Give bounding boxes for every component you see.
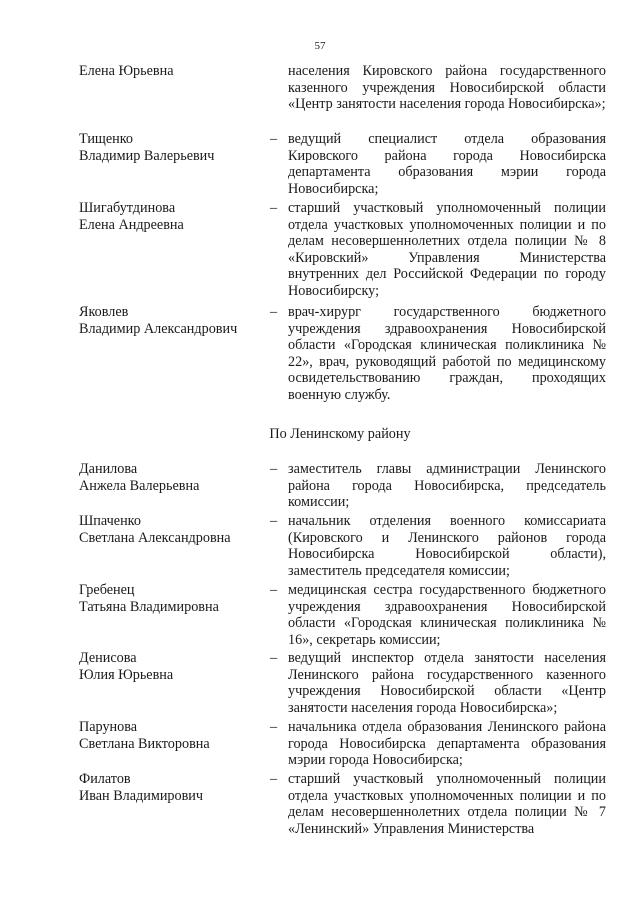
dash-separator: – xyxy=(270,771,278,787)
member-description: медицинская сестра государственного бюджетного учреждения здравоохранения Новосибирской области «Городская клиническая поликлиника № 16», секретарь комиссии; xyxy=(288,582,606,648)
member-name-line1: Яковлев xyxy=(79,304,129,320)
member-name xyxy=(79,200,269,233)
member-name-line1: Гребенец xyxy=(79,582,135,598)
member-description: врач-хирург государственного бюджетного учреждения здравоохранения Новосибирской области «Городская клиническая поликлиника № 22», врач, руководящий работой по медицинскому освидетельствованию граждан, проходящих военную службу. xyxy=(288,304,606,403)
member-name-line1: Елена Юрьевна xyxy=(79,63,174,79)
member-name-line2: Елена Андреевна xyxy=(79,216,184,233)
member-name xyxy=(79,461,269,494)
member-name-line1: Парунова xyxy=(79,719,138,735)
member-description: населения Кировского района государственного казенного учреждения Новосибирской области «Центр занятости населения города Новосибирска»; xyxy=(288,63,606,113)
member-name-line2: Светлана Александровна xyxy=(79,529,231,546)
dash-separator: – xyxy=(270,650,278,666)
dash-separator: – xyxy=(270,461,278,477)
member-name xyxy=(79,650,269,683)
member-description: начальника отдела образования Ленинского района города Новосибирска департамента образования мэрии города Новосибирска; xyxy=(288,719,606,769)
member-name xyxy=(79,304,269,337)
member-name-line2: Татьяна Владимировна xyxy=(79,598,219,615)
member-name xyxy=(79,131,269,164)
member-name xyxy=(79,771,269,804)
member-description: старший участковый уполномоченный полиции отдела участковых уполномоченных полиции и по делам несовершеннолетних отдела полиции № 8 «Кировский» Управления Министерства внутренних дел Российской Федерации по городу Новосибирску; xyxy=(288,200,606,299)
member-name-line2: Анжела Валерьевна xyxy=(79,477,200,494)
member-name-line2: Владимир Валерьевич xyxy=(79,147,215,164)
member-name-line1: Филатов xyxy=(79,771,131,787)
member-name-line1: Данилова xyxy=(79,461,138,477)
member-description: ведущий инспектор отдела занятости населения Ленинского района государственного казенного учреждения Новосибирской области «Центр занятости населения города Новосибирска»; xyxy=(288,650,606,716)
dash-separator: – xyxy=(270,304,278,320)
dash-separator: – xyxy=(270,131,278,147)
dash-separator: – xyxy=(270,719,278,735)
member-name-line2: Владимир Александрович xyxy=(79,320,238,337)
member-description: заместитель главы администрации Ленинского района города Новосибирска, председатель комиссии; xyxy=(288,461,606,511)
section-heading: По Ленинскому району xyxy=(269,426,411,442)
member-name-line1: Денисова xyxy=(79,650,137,666)
member-name xyxy=(79,582,269,615)
member-description: ведущий специалист отдела образования Кировского района города Новосибирска департамента образования мэрии города Новосибирска; xyxy=(288,131,606,197)
member-description: старший участковый уполномоченный полиции отдела участковых уполномоченных полиции и по делам несовершеннолетних отдела полиции № 7 «Ленинский» Управления Министерства xyxy=(288,771,606,837)
member-name xyxy=(79,513,269,546)
member-description: начальник отделения военного комиссариата (Кировского и Ленинского районов города Новосибирска Новосибирской области), заместитель председателя комиссии; xyxy=(288,513,606,579)
member-name xyxy=(79,63,269,80)
member-name-line1: Шигабутдинова xyxy=(79,200,176,216)
member-name-line1: Тищенко xyxy=(79,131,133,147)
dash-separator: – xyxy=(270,200,278,216)
member-name-line2: Иван Владимирович xyxy=(79,787,204,804)
member-name-line1: Шпаченко xyxy=(79,513,141,529)
member-name-line2: Юлия Юрьевна xyxy=(79,666,174,683)
dash-separator: – xyxy=(270,513,278,529)
dash-separator: – xyxy=(270,582,278,598)
member-name-line2: Светлана Викторовна xyxy=(79,735,210,752)
page-number: 57 xyxy=(314,40,326,52)
member-name xyxy=(79,719,269,752)
